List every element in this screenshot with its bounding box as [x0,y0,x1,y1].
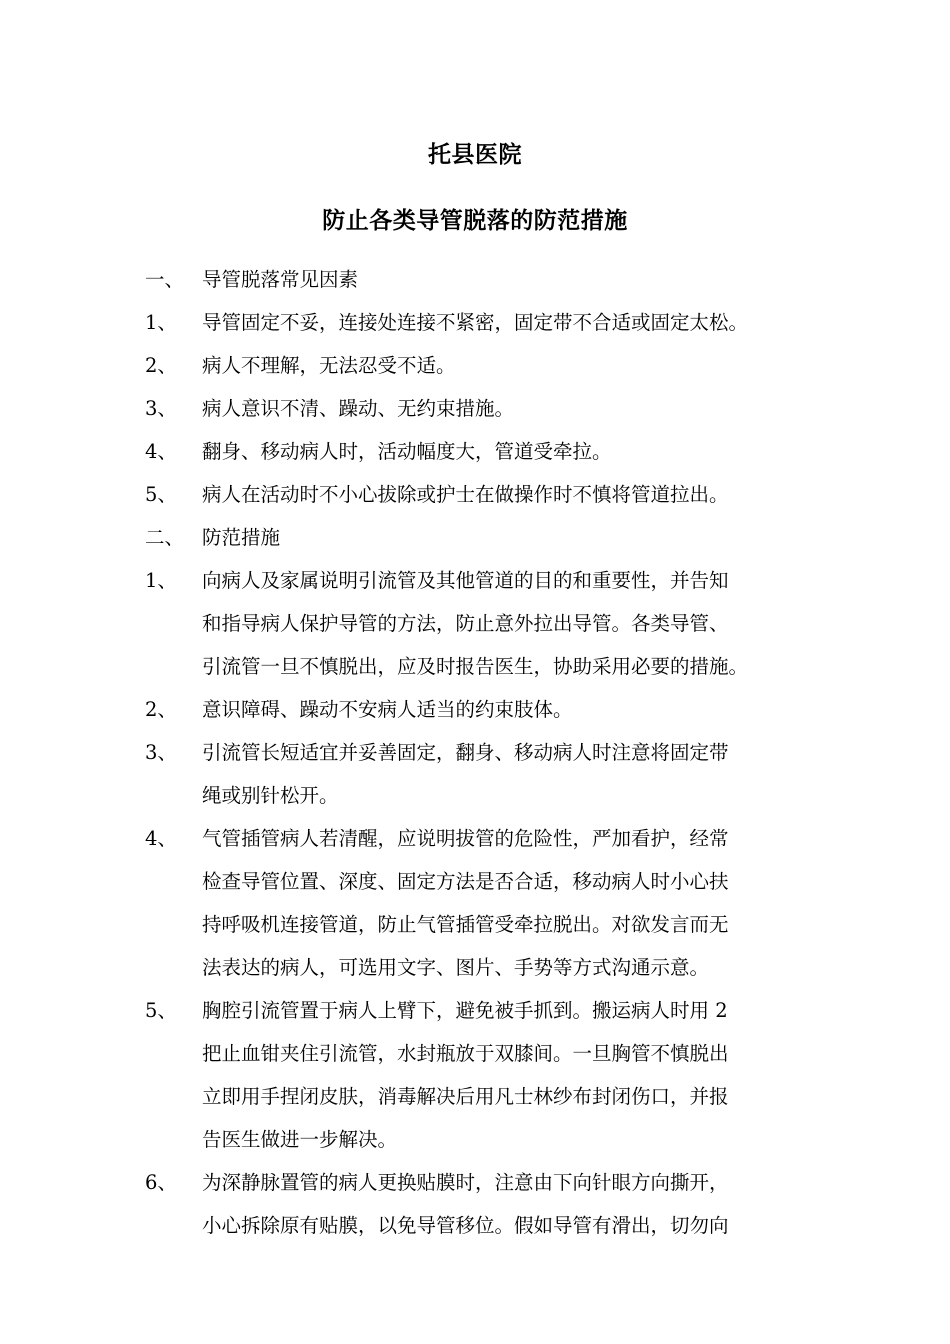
document-body [145,258,815,1247]
section-number: 一、 [145,268,185,291]
item-number: 2、 [145,354,177,377]
list-item [145,344,815,387]
item-text: 气管插管病人若清醒，应说明拔管的危险性，严加看护，经常 检查导管位置、深度、固定方法是否合适，移动病人时小心扶 持呼吸机连接管道，防止气管插管受牵拉脱出。对欲发言而无 法表达的病人，可选用文字、图片、手势等方式沟通示意。 [202,827,729,979]
item-text: 引流管长短适宜并妥善固定，翻身、移动病人时注意将固定带 绳或别针松开。 [202,741,729,807]
item-number: 3、 [145,741,177,764]
list-item [145,688,815,731]
list-item [145,387,815,430]
list-item [145,1161,815,1247]
item-number: 6、 [145,1171,177,1194]
item-text: 翻身、移动病人时，活动幅度大，管道受牵拉。 [202,440,612,463]
list-item [145,559,815,688]
item-text: 意识障碍、躁动不安病人适当的约束肢体。 [202,698,573,721]
item-number: 3、 [145,397,177,420]
item-text: 导管固定不妥，连接处连接不紧密，固定带不合适或固定太松。 [202,311,749,334]
list-item [145,989,815,1161]
item-number: 4、 [145,827,177,850]
item-text: 病人不理解，无法忍受不适。 [202,354,456,377]
item-number: 5、 [145,999,177,1022]
section-number: 二、 [145,526,185,549]
item-text: 向病人及家属说明引流管及其他管道的目的和重要性，并告知 和指导病人保护导管的方法，防止意外拉出导管。各类导管、 引流管一旦不慎脱出，应及时报告医生，协助采用必要的措施。 [202,569,749,678]
list-item [145,731,815,817]
item-number: 1、 [145,569,177,592]
section-heading [145,516,815,559]
hospital-name: 托县医院 [428,142,522,168]
section-heading [145,258,815,301]
section-heading-text: 防范措施 [202,526,281,549]
document-title: 防止各类导管脱落的防范措施 [322,208,628,234]
item-text: 病人意识不清、躁动、无约束措施。 [202,397,515,420]
list-item [145,430,815,473]
item-number: 1、 [145,311,177,334]
list-item [145,301,815,344]
item-text: 为深静脉置管的病人更换贴膜时，注意由下向针眼方向撕开， 小心拆除原有贴膜，以免导管移位。假如导管有滑出，切勿向 [202,1171,729,1237]
item-text: 病人在活动时不小心拔除或护士在做操作时不慎将管道拉出。 [202,483,729,506]
item-text: 胸腔引流管置于病人上臂下，避免被手抓到。搬运病人时用 2 把止血钳夹住引流管，水封瓶放于双膝间。一旦胸管不慎脱出 立即用手捏闭皮肤，消毒解决后用凡士林纱布封闭伤口，并报 告医生做进一步解决。 [202,999,729,1151]
item-number: 4、 [145,440,177,463]
item-number: 2、 [145,698,177,721]
section-heading-text: 导管脱落常见因素 [202,268,359,291]
list-item [145,817,815,989]
list-item [145,473,815,516]
item-number: 5、 [145,483,177,506]
